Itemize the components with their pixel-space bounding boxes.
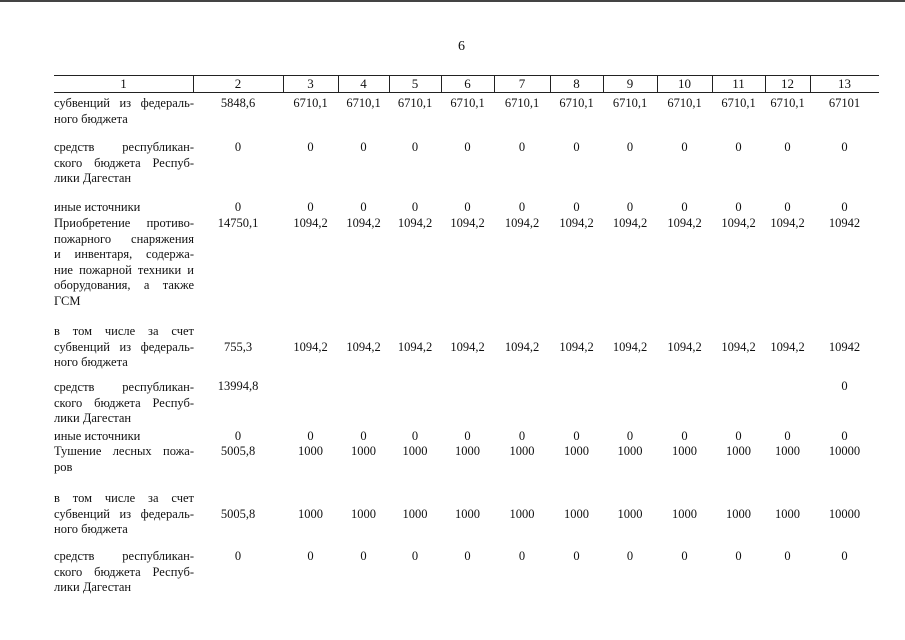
value-cell: 1000 bbox=[564, 507, 589, 521]
row-label-line: средств республикан- bbox=[54, 380, 194, 394]
value-cell: 1000 bbox=[455, 507, 480, 521]
value-cell: 6710,1 bbox=[559, 96, 594, 110]
value-cell: 0 bbox=[464, 549, 471, 563]
row-label-line: ного бюджета bbox=[54, 522, 128, 536]
row-label-line: ров bbox=[54, 459, 73, 474]
value-cell: 6710,1 bbox=[667, 96, 702, 110]
value-cell: 1000 bbox=[672, 507, 697, 521]
value-cell: 0 bbox=[518, 429, 526, 443]
value-cell: 6710,1 bbox=[293, 96, 328, 110]
row-label-line: оборудования, а также bbox=[54, 278, 194, 292]
value-cell: 0 bbox=[626, 429, 634, 443]
value-cell: 1094,2 bbox=[346, 216, 381, 230]
value-cell: 0 bbox=[784, 429, 791, 443]
value-cell: 0 bbox=[681, 140, 688, 154]
value-cell: 0 bbox=[573, 549, 580, 563]
value-cell: 1094,2 bbox=[397, 216, 433, 230]
value-cell: 6710,1 bbox=[397, 96, 433, 110]
value-cell: 13994,8 bbox=[217, 379, 259, 393]
value-cell: 0 bbox=[360, 140, 367, 154]
value-cell: 1000 bbox=[726, 507, 751, 521]
value-cell: 6710,1 bbox=[770, 96, 805, 110]
value-cell: 6710,1 bbox=[346, 96, 381, 110]
value-cell: 6710,1 bbox=[450, 96, 485, 110]
page-number: 6 bbox=[458, 39, 465, 54]
value-cell: 1094,2 bbox=[721, 216, 756, 230]
value-cell: 0 bbox=[735, 140, 742, 154]
row-label-line: ние пожарной техники и bbox=[54, 262, 194, 277]
value-cell: 0 bbox=[518, 140, 526, 154]
value-cell: 0 bbox=[573, 429, 580, 443]
value-cell: 0 bbox=[411, 549, 419, 563]
value-cell: 0 bbox=[307, 140, 314, 154]
value-cell: 0 bbox=[681, 549, 688, 563]
value-cell: 6710,1 bbox=[612, 96, 648, 110]
value-cell: 0 bbox=[841, 429, 848, 443]
value-cell: 1000 bbox=[402, 444, 428, 458]
value-cell: 0 bbox=[735, 200, 742, 214]
row-label-line: пожарного снаряжения bbox=[54, 231, 194, 246]
row-label-line: лики Дагестан bbox=[54, 580, 132, 594]
value-cell: 0 bbox=[841, 200, 848, 214]
row-label-line: в том числе за счет bbox=[54, 324, 194, 338]
value-cell: 1000 bbox=[509, 507, 535, 521]
value-cell: 0 bbox=[681, 429, 688, 443]
row-label-line: субвенций из федераль- bbox=[54, 96, 194, 110]
value-cell: 0 bbox=[518, 549, 526, 563]
value-cell: 0 bbox=[411, 140, 419, 154]
value-cell: 1000 bbox=[402, 507, 428, 521]
value-cell: 0 bbox=[573, 200, 580, 214]
value-cell: 1094,2 bbox=[770, 216, 805, 230]
value-cell: 0 bbox=[411, 200, 419, 214]
row-label bbox=[54, 380, 194, 427]
value-cell: 1094,2 bbox=[293, 216, 328, 230]
column-header: 6 bbox=[464, 76, 471, 91]
value-cell: 0 bbox=[360, 549, 367, 563]
value-cell: 0 bbox=[307, 200, 314, 214]
column-header: 4 bbox=[360, 76, 367, 91]
row-label-line: иные источники bbox=[54, 200, 141, 214]
value-cell: 0 bbox=[735, 549, 742, 563]
value-cell: 0 bbox=[464, 200, 471, 214]
value-cell: 6710,1 bbox=[504, 96, 540, 110]
row-label bbox=[54, 140, 194, 187]
value-cell: 0 bbox=[307, 429, 314, 443]
row-label-line: в том числе за счет bbox=[54, 491, 194, 505]
value-cell: 1094,2 bbox=[504, 340, 540, 354]
column-header: 8 bbox=[573, 76, 580, 91]
value-cell: 0 bbox=[735, 429, 742, 443]
value-cell: 10942 bbox=[828, 216, 861, 230]
row-label bbox=[54, 444, 194, 475]
row-label bbox=[54, 491, 194, 538]
row-label bbox=[54, 429, 194, 445]
row-label bbox=[54, 324, 194, 371]
column-header: 5 bbox=[411, 76, 419, 91]
value-cell: 1000 bbox=[672, 444, 697, 458]
value-cell: 0 bbox=[626, 140, 634, 154]
column-header: 7 bbox=[518, 76, 526, 91]
row-label-line: Тушение лесных пожа- bbox=[54, 444, 194, 458]
column-header: 13 bbox=[838, 76, 851, 91]
value-cell: 0 bbox=[464, 429, 471, 443]
value-cell: 1000 bbox=[775, 444, 800, 458]
value-cell: 0 bbox=[360, 200, 367, 214]
row-label bbox=[54, 96, 194, 127]
value-cell: 1000 bbox=[775, 507, 800, 521]
value-cell: 1000 bbox=[298, 507, 323, 521]
row-label-line: ГСМ bbox=[54, 293, 81, 308]
column-header: 11 bbox=[732, 76, 745, 91]
column-header: 9 bbox=[626, 76, 634, 91]
value-cell: 10942 bbox=[828, 340, 861, 354]
column-header: 1 bbox=[120, 76, 127, 91]
value-cell: 0 bbox=[626, 549, 634, 563]
row-label-line: лики Дагестан bbox=[54, 171, 132, 185]
value-cell: 0 bbox=[841, 379, 848, 393]
value-cell: 1000 bbox=[617, 507, 643, 521]
value-cell: 6710,1 bbox=[721, 96, 756, 110]
row-label bbox=[54, 216, 194, 309]
value-cell: 1094,2 bbox=[504, 216, 540, 230]
value-cell: 1094,2 bbox=[293, 340, 328, 354]
row-label bbox=[54, 549, 194, 596]
value-cell: 0 bbox=[626, 200, 634, 214]
value-cell: 755,3 bbox=[223, 340, 253, 354]
column-header: 12 bbox=[781, 76, 794, 91]
value-cell: 10000 bbox=[828, 507, 861, 521]
value-cell: 0 bbox=[360, 429, 367, 443]
value-cell: 0 bbox=[411, 429, 419, 443]
value-cell: 0 bbox=[784, 200, 791, 214]
row-label-line: субвенций из федераль- bbox=[54, 506, 194, 521]
value-cell: 0 bbox=[784, 140, 791, 154]
row-label bbox=[54, 200, 194, 216]
value-cell: 0 bbox=[464, 140, 471, 154]
value-cell: 0 bbox=[841, 140, 848, 154]
value-cell: 1000 bbox=[509, 444, 535, 458]
value-cell: 0 bbox=[573, 140, 580, 154]
row-label-line: Приобретение противо- bbox=[54, 216, 194, 230]
value-cell: 1094,2 bbox=[559, 340, 594, 354]
value-cell: 0 bbox=[234, 429, 242, 443]
value-cell: 1000 bbox=[564, 444, 589, 458]
row-label-line: лики Дагестан bbox=[54, 411, 132, 425]
value-cell: 67101 bbox=[828, 96, 861, 110]
row-label-line: ского бюджета Респуб- bbox=[54, 564, 194, 579]
value-cell: 10000 bbox=[828, 444, 861, 458]
value-cell: 1094,2 bbox=[450, 216, 485, 230]
value-cell: 1094,2 bbox=[667, 216, 702, 230]
value-cell: 5848,6 bbox=[220, 96, 256, 110]
value-cell: 0 bbox=[784, 549, 791, 563]
value-cell: 1094,2 bbox=[450, 340, 485, 354]
value-cell: 1000 bbox=[726, 444, 751, 458]
value-cell: 1094,2 bbox=[559, 216, 594, 230]
value-cell: 1094,2 bbox=[770, 340, 805, 354]
column-header: 10 bbox=[678, 76, 691, 91]
value-cell: 1094,2 bbox=[612, 216, 648, 230]
value-cell: 0 bbox=[234, 200, 242, 214]
value-cell: 0 bbox=[518, 200, 526, 214]
value-cell: 14750,1 bbox=[217, 216, 259, 230]
value-cell: 1094,2 bbox=[721, 340, 756, 354]
row-label-line: ского бюджета Респуб- bbox=[54, 395, 194, 410]
header-rule bbox=[54, 92, 879, 93]
row-label-line: средств республикан- bbox=[54, 140, 194, 154]
value-cell: 1000 bbox=[351, 507, 376, 521]
page-top-edge bbox=[0, 0, 905, 2]
value-cell: 0 bbox=[841, 549, 848, 563]
row-label-line: ного бюджета bbox=[54, 111, 128, 126]
value-cell: 1094,2 bbox=[346, 340, 381, 354]
row-label-line: иные источники bbox=[54, 429, 141, 443]
value-cell: 0 bbox=[681, 200, 688, 214]
column-header: 3 bbox=[307, 76, 314, 91]
column-header: 2 bbox=[234, 76, 242, 91]
row-label-line: и инвентаря, содержа- bbox=[54, 247, 194, 261]
value-cell: 1000 bbox=[617, 444, 643, 458]
row-label-line: ного бюджета bbox=[54, 355, 128, 369]
value-cell: 0 bbox=[234, 140, 242, 154]
value-cell: 0 bbox=[234, 549, 242, 563]
value-cell: 1094,2 bbox=[612, 340, 648, 354]
value-cell: 1094,2 bbox=[667, 340, 702, 354]
row-label-line: ского бюджета Респуб- bbox=[54, 155, 194, 170]
value-cell: 5005,8 bbox=[220, 507, 256, 521]
value-cell: 1000 bbox=[351, 444, 376, 458]
value-cell: 0 bbox=[307, 549, 314, 563]
value-cell: 5005,8 bbox=[220, 444, 256, 458]
value-cell: 1094,2 bbox=[397, 340, 433, 354]
row-label-line: средств республикан- bbox=[54, 549, 194, 563]
value-cell: 1000 bbox=[455, 444, 480, 458]
row-label-line: субвенций из федераль- bbox=[54, 339, 194, 354]
value-cell: 1000 bbox=[298, 444, 323, 458]
